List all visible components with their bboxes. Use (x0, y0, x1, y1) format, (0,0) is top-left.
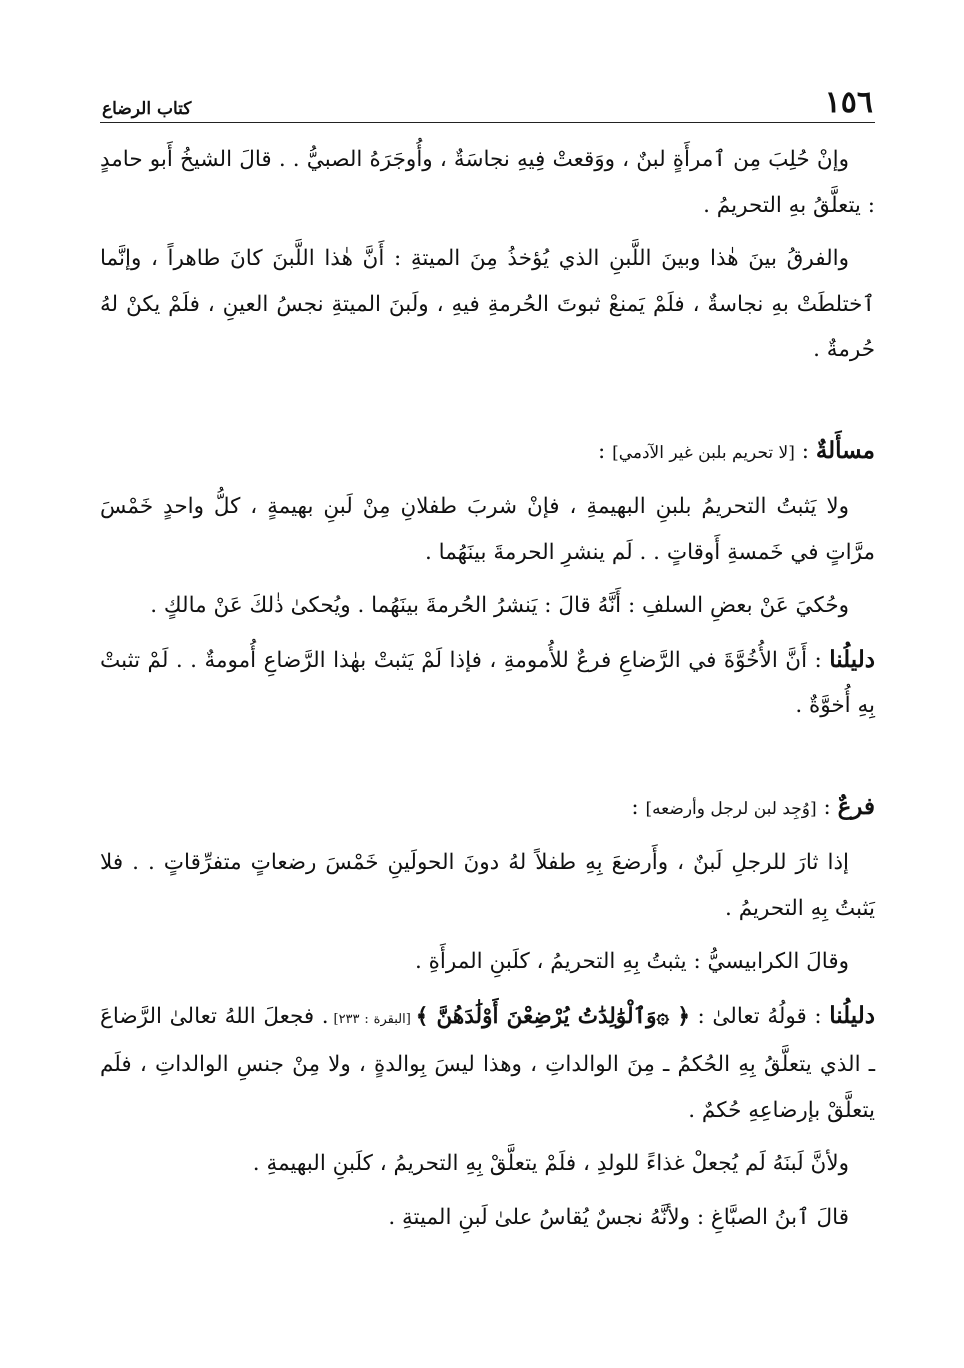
paragraph-6: وقالَ الكرابيسيُّ : يثبتُ بِهِ التحريمُ ، كلَبنِ المرأَةِ . (414, 949, 849, 974)
far-end: : (631, 794, 646, 820)
verse-reference: [البقرة : ٢٣٣] (328, 1011, 416, 1027)
dalil-1-text: : أَنَّ الأُخُوَّةَ في الرَّضاعِ فرعٌ للأُمومةِ ، فإذا لَمْ يَثبتْ بهٰذا الرَّضاعِ أُمومةٌ . . لَمْ تثبتْ بِهِ أُخوَّةٌ . (100, 647, 875, 718)
paragraph-8: قالَ ٱبنُ الصبَّاغِ : ولأنَّهُ نجسٌ يُقاسُ علىٰ لَبنِ الميتةِ . (388, 1204, 849, 1230)
chapter-title: كتاب الرضاع (102, 99, 192, 119)
dalil-2 (100, 993, 875, 1134)
masalah-heading (100, 428, 875, 477)
page-number: ١٥٦ (824, 85, 873, 120)
page-body (100, 137, 875, 1240)
masalah-end: : (598, 438, 613, 464)
paragraph-2: والفرقُ بينَ هٰذا وبينَ اللَّبنِ الذي يُؤخذُ مِنَ الميتةِ : أَنَّ هٰذا اللَّبنَ كانَ طاهراً ، وإنَّما ٱختلطَتْ بهِ نجاسةٌ ، فلَمْ يَمنعْ ثبوتَ الحُرمةِ فيهِ ، ولَبنَ الميتةِ نجسُ العينِ ، فلَمْ يكنْ لهُ حُرمةٌ . (100, 246, 875, 362)
dalil-1 (100, 637, 875, 729)
dalil-1-label: دليلُنا (829, 645, 875, 673)
paragraph-4: وحُكيَ عَنْ بعضِ السلفِ : أَنَّهُ قالَ : يَنشرُ الحُرمةَ بينَهُما . ويُحكىٰ ذٰلكَ عَنْ مالكٍ . (150, 593, 849, 618)
far-title: [وُجِد لبن لرجل وأرضعه] (645, 798, 817, 819)
masalah-colon: : (794, 438, 816, 464)
far-colon: : (816, 794, 838, 820)
page-header (100, 78, 875, 123)
book-page (100, 78, 875, 1240)
paragraph-1: وإنْ حُلِبَ مِن ٱمرأَةٍ لبنٌ ، ووَقعتْ فِيهِ نجاسَةٌ ، وأُوجَرَهُ الصبيُّ . . قالَ الشيخُ أَبو حامدٍ : يتعلَّقُ بهِ التحريمُ . (100, 147, 875, 218)
dalil-2-text: . فجعلَ اللهُ تعالىٰ الرَّضاعَ ـ الذي يتعلَّقُ بِهِ الحُكمُ ـ مِنَ الوالداتِ ، وهذا ليسَ بِوالدةٍ ، ولا مِنْ جنسِ الوالداتِ ، فلَم يتعلَّقْ بإرضاعِهِ حُكمٌ . (100, 1003, 875, 1123)
paragraph-3: ولا يَثبتُ التحريمُ بلبنِ البهيمةِ ، فإنْ شربَ طفلانِ مِنْ لَبنِ بهيمةٍ ، كلُّ واحدٍ خَمْسَ مرَّاتٍ في خَمسةِ أَوقاتٍ . . لَم ينشرِ الحرمةَ بينَهُما . (100, 494, 875, 565)
masalah-label: مسأَلةٌ (815, 436, 875, 464)
quran-verse: ﴿ ۞وَٱلْوَٰلِدَٰتُ يُرْضِعْنَ أَوْلَٰدَهُنَّ ﴾ (415, 1003, 690, 1029)
far-label: فرعٌ (837, 792, 875, 820)
far-heading (100, 784, 875, 833)
masalah-title: [لا تحريم بلبن غير الآدمي] (612, 442, 795, 463)
paragraph-5: إذا ثارَ للرجلِ لَبنٌ ، وأَرضعَ بِهِ طفلاً لهُ دونَ الحولَينِ خَمْسَ رضعاتٍ متفرِّقاتٍ . . فلا يَثبتُ بِهِ التحريمُ . (100, 850, 875, 921)
dalil-2-label: دليلُنا (829, 1001, 875, 1029)
dalil-2-pre: : قولُهُ تعالىٰ : (689, 1003, 830, 1029)
paragraph-7: ولأنَّ لَبنَهُ لَم يُجعلْ غذاءً للولدِ ، فلَمْ يتعلَّقْ بِهِ التحريمُ ، كلَبنِ البهيمةِ . (252, 1151, 849, 1176)
